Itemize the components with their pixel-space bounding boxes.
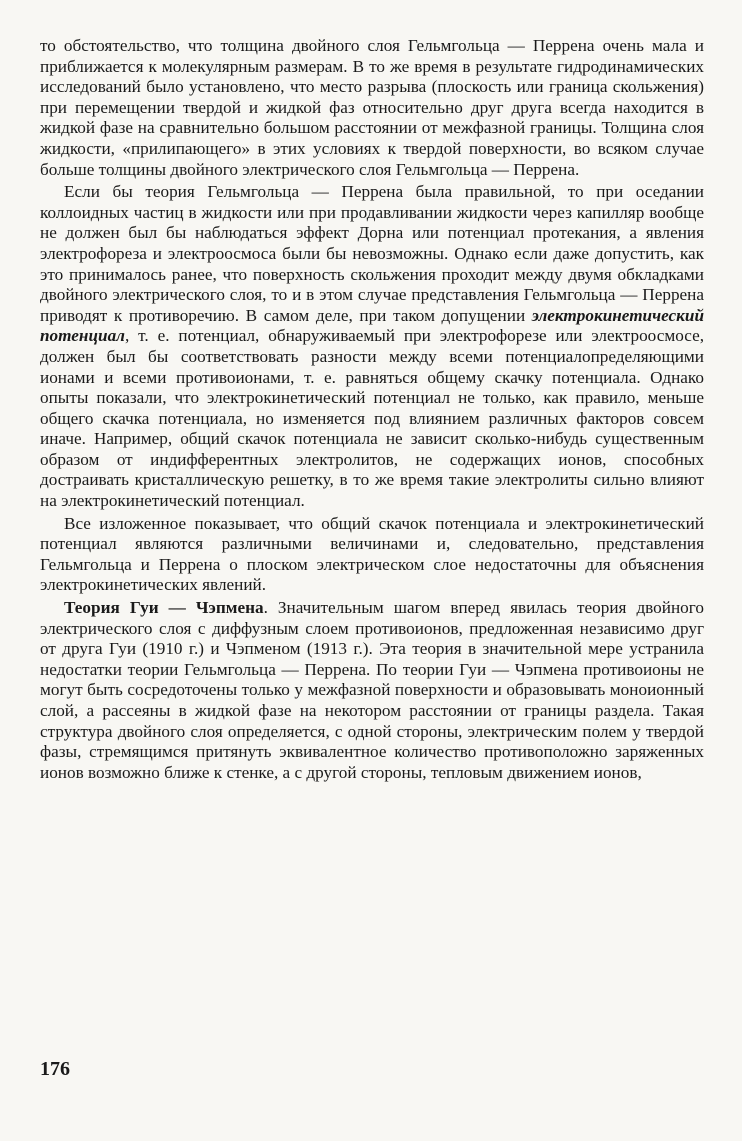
page-number: 176 [40, 1058, 70, 1080]
paragraph-2-text-a: Если бы теория Гельмгольца — Перрена была правильной, то при оседании коллоидных частиц в жидкости или при продавливании жидкости через капилляр вообще не должен был бы наблюдаться эффект Дорна или потенциал протекания, а явления электрофореза и электроосмоса были бы невозможны. Однако если даже допустить, как это принималось ранее, что поверхность скольжения проходит между двумя обкладками двойного электрического слоя, то и в этом случае представления Гельмгольца — Перрена приводят к противоречию. В самом деле, при таком допущении [40, 182, 704, 325]
paragraph-3: Все изложенное показывает, что общий скачок потенциала и электрокинетический потенциал являются различными величинами и, следовательно, представления Гельмгольца и Перрена о плоском электрическом слое недостаточны для объяснения электрокинетических явлений. [40, 513, 704, 595]
section-heading-gouy-chapman: Теория Гуи — Чэпмена [64, 598, 264, 618]
paragraph-4 [40, 598, 704, 783]
page-body [40, 36, 704, 783]
paragraph-2-text-b: , т. е. потенциал, обнаруживаемый при электрофорезе или электроосмосе, должен был бы соответствовать разности между всеми потенциалопределяющими ионами и всеми противоионами, т. е. равняться общему скачку потенциала. Однако опыты показали, что электрокинетический потенциал не только, как правило, меньше общего скачка потенциала, но изменяется под влиянием различных факторов совсем иначе. Например, общий скачок потенциала не зависит сколько-нибудь существенным образом от индифферентных электролитов, не содержащих ионов, способных достраивать кристаллическую решетку, в то же время такие электролиты сильно влияют на электрокинетический потенциал. [40, 326, 704, 511]
paragraph-4-text: . Значительным шагом вперед явилась теория двойного электрического слоя с диффузным слоем противоионов, предложенная независимо друг от друга Гуи (1910 г.) и Чэпменом (1913 г.). Эта теория в значительной мере устранила недостатки теории Гельмгольца — Перрена. По теории Гуи — Чэпмена противоионы не могут быть сосредоточены только у межфазной поверхности и образовывать моноионный слой, а рассеяны в жидкой фазе на некотором расстоянии от границы раздела. Такая структура двойного слоя определяется, с одной стороны, электрическим полем у твердой фазы, стремящимся притянуть эквивалентное количество противоположно заряженных ионов возможно ближе к стенке, а с другой стороны, тепловым движением ионов, [40, 598, 704, 782]
paragraph-1: то обстоятельство, что толщина двойного слоя Гельмгольца — Перрена очень мала и приближается к молекулярным размерам. В то же время в результате гидродинамических исследований было установлено, что место разрыва (плоскость или граница скольжения) при перемещении твердой и жидкой фаз относительно друг друга всегда находится в жидкой фазе на сравнительно большом расстоянии от межфазной границы. Толщина слоя жидкости, «прилипающего» в этих условиях к твердой поверхности, во всяком случае больше толщины двойного электрического слоя Гельмгольца — Перрена. [40, 36, 704, 179]
term-electrokinetic-potential: электрокинетический потенциал [40, 305, 704, 346]
paragraph-2 [40, 182, 704, 512]
